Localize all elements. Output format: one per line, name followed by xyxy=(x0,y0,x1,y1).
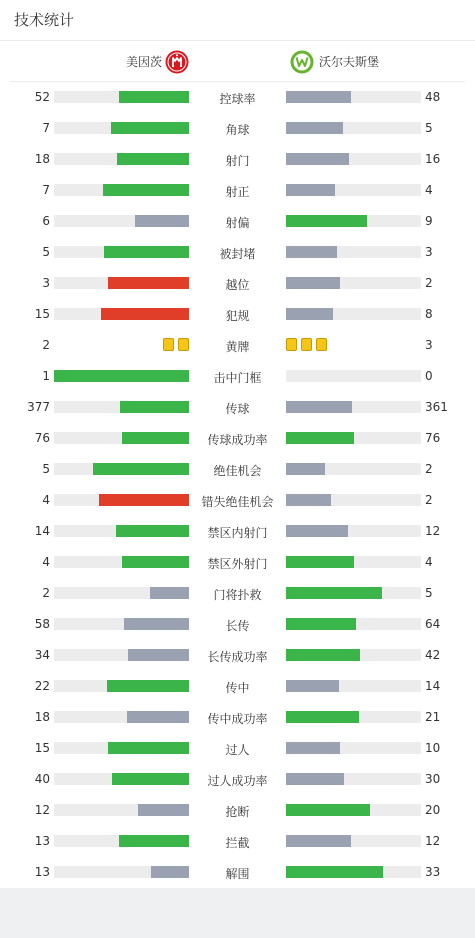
away-value: 2 xyxy=(425,462,433,476)
away-bar-track xyxy=(286,277,421,289)
home-bar-track xyxy=(54,463,189,475)
home-value: 18 xyxy=(34,152,50,166)
away-value: 0 xyxy=(425,369,433,383)
stat-row xyxy=(0,639,475,670)
home-bar-fill xyxy=(112,773,189,785)
away-bar-track xyxy=(286,525,421,537)
home-bar-track xyxy=(54,773,189,785)
stat-row xyxy=(0,205,475,236)
away-value: 12 xyxy=(425,524,441,538)
home-value: 5 xyxy=(42,245,50,259)
stat-label: 传球 xyxy=(225,402,250,416)
away-bar-fill xyxy=(286,680,339,692)
home-value: 52 xyxy=(34,90,50,104)
stat-row xyxy=(0,298,475,329)
home-bar-fill xyxy=(99,494,189,506)
stat-label: 抢断 xyxy=(225,805,250,819)
home-value: 4 xyxy=(42,555,50,569)
away-value: 21 xyxy=(425,710,441,724)
away-value: 2 xyxy=(425,276,433,290)
stat-label: 绝佳机会 xyxy=(213,464,262,478)
stat-label: 拦截 xyxy=(225,836,250,850)
yellow-card-icon xyxy=(316,338,327,351)
away-bar-fill xyxy=(286,432,354,444)
home-value: 14 xyxy=(34,524,50,538)
away-bar-fill xyxy=(286,525,348,537)
stat-label: 射偏 xyxy=(225,216,250,230)
teams-header xyxy=(0,41,475,81)
stat-label: 错失绝佳机会 xyxy=(201,495,274,509)
stat-label: 射正 xyxy=(225,185,250,199)
away-bar-fill xyxy=(286,711,359,723)
home-bar-track xyxy=(54,215,189,227)
stat-label: 黄牌 xyxy=(225,340,250,354)
home-bar-fill xyxy=(119,91,189,103)
stat-label: 控球率 xyxy=(219,92,256,106)
away-value: 8 xyxy=(425,307,433,321)
away-bar-fill xyxy=(286,308,333,320)
away-value: 5 xyxy=(425,586,433,600)
home-bar-track xyxy=(54,711,189,723)
away-value: 3 xyxy=(425,245,433,259)
stat-label: 门将扑救 xyxy=(213,588,262,602)
away-bar-fill xyxy=(286,649,360,661)
away-value: 4 xyxy=(425,555,433,569)
away-bar-track xyxy=(286,432,421,444)
stat-label: 禁区外射门 xyxy=(207,557,268,571)
stat-row xyxy=(0,267,475,298)
home-bar-track xyxy=(54,122,189,134)
home-value: 7 xyxy=(42,121,50,135)
home-value: 377 xyxy=(27,400,50,414)
stat-label: 禁区内射门 xyxy=(207,526,268,540)
away-value: 4 xyxy=(425,183,433,197)
stat-row xyxy=(0,515,475,546)
home-value: 40 xyxy=(34,772,50,786)
stat-row xyxy=(0,422,475,453)
home-bar-track xyxy=(54,587,189,599)
home-bar-fill xyxy=(101,308,189,320)
stats-list xyxy=(0,81,475,887)
home-bar-fill xyxy=(128,649,189,661)
stat-row xyxy=(0,453,475,484)
away-value: 16 xyxy=(425,152,441,166)
away-bar-track xyxy=(286,370,421,382)
home-bar-track xyxy=(54,866,189,878)
home-bar-fill xyxy=(117,153,189,165)
home-value: 13 xyxy=(34,865,50,879)
home-bar-fill xyxy=(107,680,189,692)
stat-label: 过人成功率 xyxy=(207,774,268,788)
home-bar-fill xyxy=(138,804,189,816)
home-value: 5 xyxy=(42,462,50,476)
stat-label: 长传 xyxy=(225,619,250,633)
away-value: 5 xyxy=(425,121,433,135)
stat-row xyxy=(0,391,475,422)
home-value: 15 xyxy=(34,741,50,755)
stat-row xyxy=(0,174,475,205)
away-bar-track xyxy=(286,866,421,878)
home-bar-track xyxy=(54,680,189,692)
away-bar-fill xyxy=(286,184,335,196)
away-bar-fill xyxy=(286,835,351,847)
away-value: 33 xyxy=(425,865,441,879)
home-bar-fill xyxy=(151,866,189,878)
stat-row xyxy=(0,112,475,143)
home-bar-fill xyxy=(104,246,189,258)
stat-row xyxy=(0,701,475,732)
away-bar-fill xyxy=(286,866,383,878)
home-bar-track xyxy=(54,370,189,382)
away-bar-track xyxy=(286,153,421,165)
away-bar-track xyxy=(286,91,421,103)
stat-row xyxy=(0,546,475,577)
home-bar-fill xyxy=(135,215,189,227)
stat-row xyxy=(0,360,475,391)
away-bar-fill xyxy=(286,401,352,413)
stat-row xyxy=(0,81,475,112)
away-bar-track xyxy=(286,246,421,258)
page-title: 技术统计 xyxy=(14,11,75,29)
home-bar-track xyxy=(54,649,189,661)
stat-label: 传球成功率 xyxy=(207,433,268,447)
away-bar-track xyxy=(286,308,421,320)
home-bar-fill xyxy=(116,525,189,537)
stat-row xyxy=(0,143,475,174)
away-bar-fill xyxy=(286,618,356,630)
stat-row xyxy=(0,329,475,360)
away-bar-track xyxy=(286,773,421,785)
away-bar-track xyxy=(286,680,421,692)
stat-label: 击中门框 xyxy=(213,371,262,385)
stat-label: 解围 xyxy=(225,867,250,881)
yellow-card-icon xyxy=(286,338,297,351)
away-bar-fill xyxy=(286,804,370,816)
home-value: 2 xyxy=(42,586,50,600)
home-bar-track xyxy=(54,494,189,506)
home-value: 2 xyxy=(42,338,50,352)
yellow-card-icon xyxy=(301,338,312,351)
away-bar-track xyxy=(286,711,421,723)
home-bar-track xyxy=(54,432,189,444)
home-bar-fill xyxy=(111,122,189,134)
away-bar-track xyxy=(286,494,421,506)
away-bar-fill xyxy=(286,463,325,475)
home-bar-track xyxy=(54,401,189,413)
away-bar-track xyxy=(286,587,421,599)
away-bar-fill xyxy=(286,215,367,227)
mainz-logo-icon xyxy=(165,50,189,74)
away-value: 76 xyxy=(425,431,441,445)
home-bar-track xyxy=(54,277,189,289)
stat-label: 传中成功率 xyxy=(207,712,268,726)
stat-label: 长传成功率 xyxy=(207,650,268,664)
stat-row xyxy=(0,794,475,825)
home-value: 3 xyxy=(42,276,50,290)
away-bar-track xyxy=(286,122,421,134)
home-value: 6 xyxy=(42,214,50,228)
away-bar-fill xyxy=(286,773,344,785)
home-bar-fill xyxy=(150,587,189,599)
stat-row xyxy=(0,856,475,887)
away-bar-fill xyxy=(286,277,340,289)
home-bar-fill xyxy=(122,432,190,444)
away-bar-track xyxy=(286,556,421,568)
away-bar-fill xyxy=(286,153,349,165)
home-bar-fill xyxy=(103,184,189,196)
home-yellow-cards xyxy=(163,338,189,351)
stat-row xyxy=(0,484,475,515)
home-value: 12 xyxy=(34,803,50,817)
away-bar-track xyxy=(286,618,421,630)
away-value: 361 xyxy=(425,400,448,414)
home-value: 13 xyxy=(34,834,50,848)
home-value: 15 xyxy=(34,307,50,321)
stat-row xyxy=(0,670,475,701)
away-value: 42 xyxy=(425,648,441,662)
home-bar-fill xyxy=(127,711,189,723)
away-bar-fill xyxy=(286,494,331,506)
yellow-card-icon xyxy=(178,338,189,351)
home-value: 22 xyxy=(34,679,50,693)
away-value: 14 xyxy=(425,679,441,693)
home-bar-track xyxy=(54,246,189,258)
away-bar-fill xyxy=(286,246,337,258)
home-bar-track xyxy=(54,525,189,537)
home-bar-fill xyxy=(108,277,189,289)
home-bar-track xyxy=(54,153,189,165)
stat-row xyxy=(0,577,475,608)
away-value: 2 xyxy=(425,493,433,507)
home-bar-track xyxy=(54,742,189,754)
away-bar-track xyxy=(286,401,421,413)
away-value: 12 xyxy=(425,834,441,848)
home-value: 58 xyxy=(34,617,50,631)
home-bar-fill xyxy=(124,618,189,630)
away-value: 30 xyxy=(425,772,441,786)
home-value: 34 xyxy=(34,648,50,662)
away-bar-fill xyxy=(286,742,340,754)
home-value: 18 xyxy=(34,710,50,724)
home-bar-track xyxy=(54,308,189,320)
home-bar-fill xyxy=(122,556,190,568)
away-value: 20 xyxy=(425,803,441,817)
home-bar-fill xyxy=(54,370,189,382)
home-team-name: 美因茨 xyxy=(125,55,162,69)
stat-label: 射门 xyxy=(225,154,250,168)
away-yellow-cards xyxy=(286,338,327,351)
stat-label: 传中 xyxy=(225,681,250,695)
away-bar-fill xyxy=(286,587,382,599)
away-value: 3 xyxy=(425,338,433,352)
home-bar-track xyxy=(54,91,189,103)
away-bar-track xyxy=(286,742,421,754)
home-bar-fill xyxy=(108,742,189,754)
yellow-card-icon xyxy=(163,338,174,351)
away-bar-track xyxy=(286,804,421,816)
home-bar-fill xyxy=(120,401,189,413)
away-value: 48 xyxy=(425,90,441,104)
away-team-name: 沃尔夫斯堡 xyxy=(319,55,380,69)
stat-label: 越位 xyxy=(225,278,250,292)
away-bar-track xyxy=(286,463,421,475)
stat-row xyxy=(0,763,475,794)
away-bar-track xyxy=(286,184,421,196)
home-bar-track xyxy=(54,835,189,847)
home-bar-track xyxy=(54,556,189,568)
stat-row xyxy=(0,236,475,267)
home-value: 7 xyxy=(42,183,50,197)
home-bar-fill xyxy=(119,835,189,847)
stat-row xyxy=(0,732,475,763)
wolfsburg-logo-icon xyxy=(290,50,314,74)
away-value: 10 xyxy=(425,741,441,755)
home-bar-track xyxy=(54,804,189,816)
stat-label: 过人 xyxy=(225,743,250,757)
away-value: 9 xyxy=(425,214,433,228)
home-bar-track xyxy=(54,618,189,630)
stat-label: 角球 xyxy=(225,123,250,137)
stat-label: 犯规 xyxy=(225,309,250,323)
away-bar-track xyxy=(286,835,421,847)
stat-row xyxy=(0,825,475,856)
home-bar-track xyxy=(54,184,189,196)
away-bar-fill xyxy=(286,556,354,568)
home-value: 4 xyxy=(42,493,50,507)
away-value: 64 xyxy=(425,617,441,631)
away-bar-track xyxy=(286,215,421,227)
away-bar-fill xyxy=(286,91,351,103)
home-value: 76 xyxy=(34,431,50,445)
stat-row xyxy=(0,608,475,639)
home-value: 1 xyxy=(42,369,50,383)
away-bar-track xyxy=(286,649,421,661)
stat-label: 被封堵 xyxy=(219,247,256,261)
away-bar-fill xyxy=(286,122,343,134)
home-bar-fill xyxy=(93,463,189,475)
